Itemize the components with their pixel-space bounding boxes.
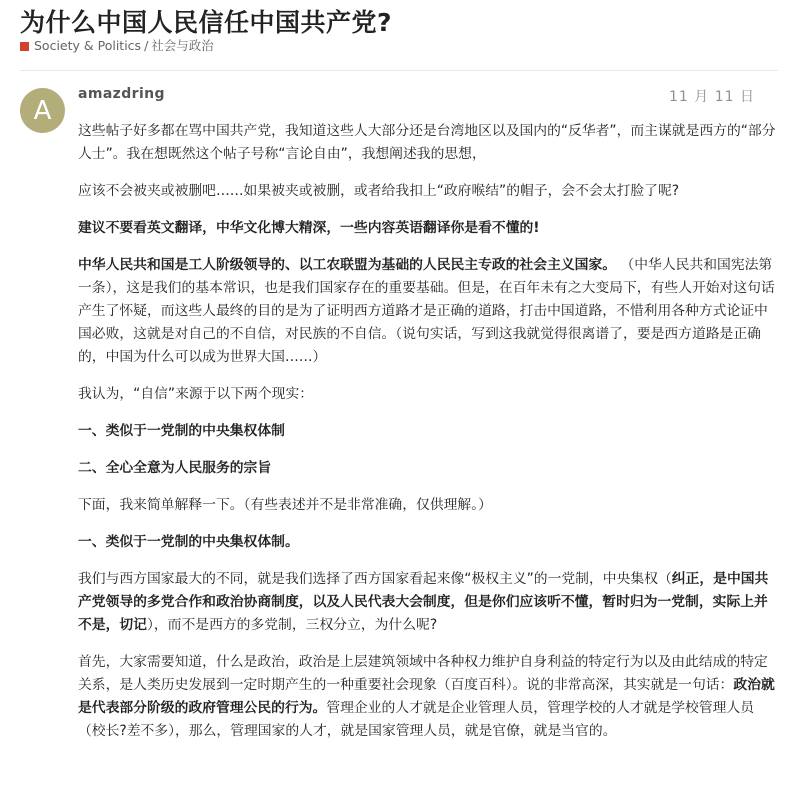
section-heading: 二、全心全意为人民服务的宗旨 bbox=[78, 460, 272, 476]
category-link-child[interactable]: 社会与政治 bbox=[151, 38, 214, 53]
header-divider bbox=[20, 70, 778, 71]
post-paragraph-bold: 建议不要看英文翻译，中华文化博大精深，一些内容英语翻译你是看不懂的! bbox=[78, 220, 540, 236]
post-paragraph: 这些帖子好多都在骂中国共产党，我知道这些人大部分还是台湾地区以及国内的“反华者”，而主谋就是西方的“部分人士”。我在想既然这个帖子号称“言论自由”，我想阐述我的思想， bbox=[78, 123, 776, 162]
plain-text: 首先，大家需要知道，什么是政治，政治是上层建筑领域中各种权力维护自身利益的特定行为以及由此结成的特定关系，是人类历史发展到一定时期产生的一种重要社会现象（百度百科）。说的非常高深，其实就是一句话： bbox=[78, 654, 768, 693]
category-color-badge bbox=[20, 42, 29, 51]
section-heading: 一、类似于一党制的中央集权体制。 bbox=[78, 534, 299, 550]
post-paragraph: 下面，我来简单解释一下。（有些表述并不是非常准确，仅供理解。） bbox=[78, 497, 492, 513]
bold-text: 纠正，是中国共产党领导的多党合作和政治协商制度，以及人民代表大会制度，但是你们应该听不懂，暂时归为一党制，实际上并不是，切记 bbox=[78, 571, 769, 633]
post-date[interactable]: 11 月 11 日 bbox=[669, 89, 755, 105]
post-body bbox=[78, 120, 778, 757]
category-breadcrumb bbox=[20, 38, 214, 54]
bold-text: 中华人民共和国是工人阶级领导的、以工农联盟为基础的人民民主专政的社会主义国家。 bbox=[78, 257, 617, 273]
plain-text: 管理企业的人才就是企业管理人员，管理学校的人才就是学校管理人员（校长?差不多），那么，管理国家的人才，就是国家管理人员，就是官僚，就是当官的。 bbox=[78, 700, 755, 739]
plain-text: ），而不是西方的多党制，三权分立，为什么呢? bbox=[146, 617, 438, 633]
user-avatar[interactable] bbox=[20, 88, 65, 133]
topic-title[interactable]: 为什么中国人民信任中国共产党? bbox=[20, 8, 393, 37]
post-paragraph bbox=[78, 254, 778, 369]
post-paragraph: 我认为，“自信”来源于以下两个现实： bbox=[78, 386, 314, 402]
post-paragraph bbox=[78, 651, 778, 743]
post-paragraph bbox=[78, 568, 778, 637]
section-heading: 一、类似于一党制的中央集权体制 bbox=[78, 423, 285, 439]
plain-text: （中华人民共和国宪法第一条），这是我们的基本常识，也是我们国家存在的重要基础。但是，在百年未有之大变局下，有些人开始对这句话产生了怀疑，而这些人最终的目的是为了证明西方道路才是正确的道路，打击中国道路，不惜利用各种方式论证中国必败，这就是对自己的不自信，对民族的不自信。（说句实话，写到这我就觉得很离谱了，要是西方道路是正确的，中国为什么可以成为世界大国……） bbox=[78, 257, 775, 365]
category-separator: / bbox=[144, 38, 149, 53]
category-link-parent[interactable]: Society & Politics bbox=[34, 38, 142, 53]
avatar-letter: A bbox=[33, 95, 52, 126]
post-paragraph: 应该不会被夹或被删吧……如果被夹或被删，或者给我扣上“政府喉结”的帽子，会不会太打脸了呢? bbox=[78, 183, 680, 199]
bold-text: 政治就是代表部分阶级的政府管理公民的行为。 bbox=[78, 677, 775, 716]
post-username[interactable]: amazdring bbox=[78, 86, 165, 102]
plain-text: 我们与西方国家最大的不同，就是我们选择了西方国家看起来像“极权主义”的一党制，中央集权（ bbox=[78, 571, 672, 587]
